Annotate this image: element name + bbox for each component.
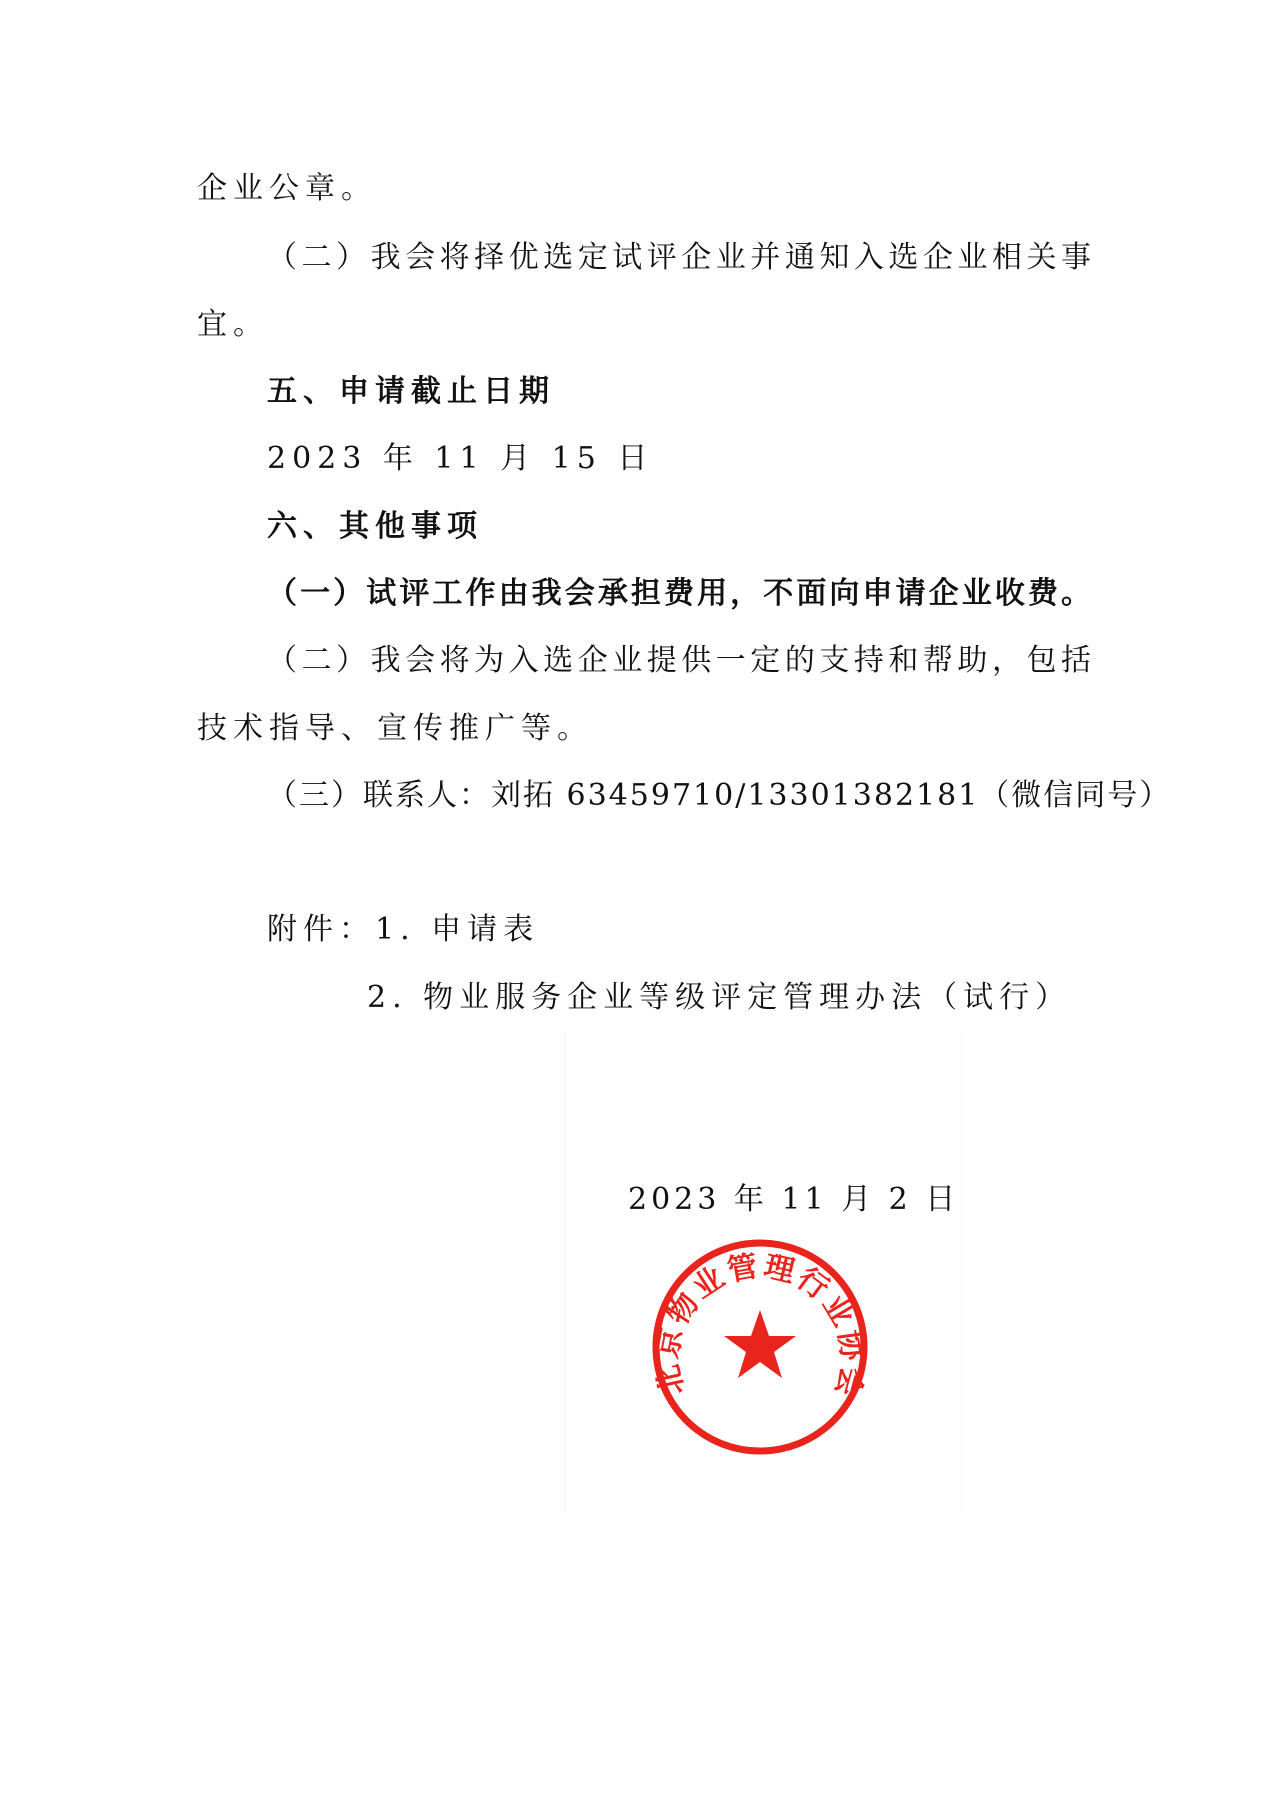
paragraph-line: 企业公章。	[197, 171, 377, 206]
paragraph-line: （二）我会将为入选企业提供一定的支持和帮助，包括	[267, 643, 1091, 678]
star-icon	[724, 1310, 796, 1378]
official-seal	[645, 1232, 875, 1462]
paragraph-line: 宜。	[197, 307, 269, 342]
paragraph-line: 技术指导、宣传推广等。	[197, 711, 593, 746]
seal-text: 北京物业管理行业协会	[649, 1248, 871, 1404]
deadline-date: 2023 年 11 月 15 日	[267, 441, 654, 476]
paragraph-line-bold: （一）试评工作由我会承担费用，不面向申请企业收费。	[267, 576, 1091, 611]
contact-line: （三）联系人：刘拓 63459710/13301382181（微信同号）	[267, 778, 1172, 813]
section-heading-5: 五、申请截止日期	[267, 374, 555, 409]
section-heading-6: 六、其他事项	[267, 509, 483, 544]
attachment-label: 附件：1. 申请表	[267, 912, 540, 947]
attachment-item: 2. 物业服务企业等级评定管理办法（试行）	[367, 980, 1072, 1015]
paragraph-line: （二）我会将择优选定试评企业并通知入选企业相关事	[267, 240, 1091, 275]
signature-date: 2023 年 11 月 2 日	[628, 1182, 960, 1217]
